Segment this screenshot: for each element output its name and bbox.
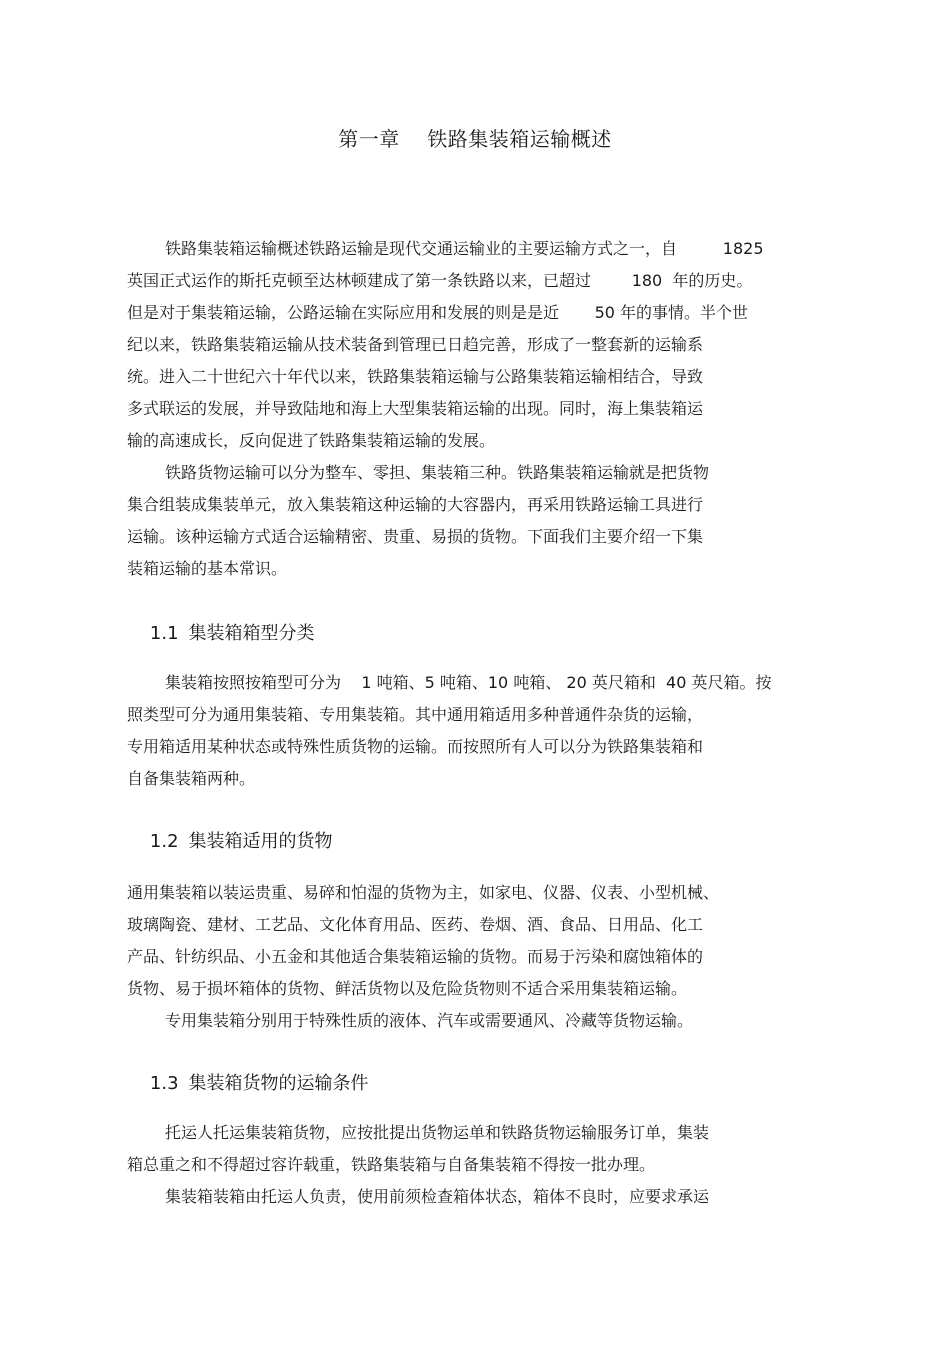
intro-p2-line: 装箱运输的基本常识。	[127, 559, 288, 578]
section-heading-1-1	[127, 595, 315, 673]
section-1-1-line: 自备集装箱两种。	[127, 769, 256, 788]
section-heading-1-2	[127, 803, 333, 881]
section-1-3-line: 箱总重之和不得超过容许载重，铁路集装箱与自备集装箱不得按一批办理。	[127, 1155, 656, 1174]
section-heading-1-3	[127, 1045, 369, 1123]
section-1-2-line: 通用集装箱以装运贵重、易碎和怕湿的货物为主，如家电、仪器、仪表、小型机械、	[127, 883, 720, 902]
intro-p1-line: 但是对于集装箱运输，公路运输在实际应用和发展的则是是近 50 年的事情。半个世	[127, 303, 749, 322]
section-1-1-line: 照类型可分为通用集装箱、专用集装箱。其中通用箱适用多种普通件杂货的运输，	[127, 705, 704, 724]
section-title: 集装箱货物的运输条件	[188, 1073, 369, 1094]
section-1-3-line: 集装箱装箱由托运人负责，使用前须检查箱体状态，箱体不良时，应要求承运	[165, 1187, 710, 1206]
section-1-2-line: 玻璃陶瓷、建材、工艺品、文化体育用品、医药、卷烟、酒、食品、日用品、化工	[127, 915, 704, 934]
section-number: 1.2	[149, 831, 179, 852]
intro-p1-line: 输的高速成长，反向促进了铁路集装箱运输的发展。	[127, 431, 496, 450]
intro-p1-line: 多式联运的发展，并导致陆地和海上大型集装箱运输的出现。同时，海上集装箱运	[127, 399, 704, 418]
section-1-2-line: 产品、针纺织品、小五金和其他适合集装箱运输的货物。而易于污染和腐蚀箱体的	[127, 947, 704, 966]
section-title: 集装箱箱型分类	[188, 623, 315, 644]
section-title: 集装箱适用的货物	[188, 831, 333, 852]
section-number: 1.3	[149, 1073, 179, 1094]
section-1-3-line: 托运人托运集装箱货物，应按批提出货物运单和铁路货物运输服务订单，集装	[165, 1123, 710, 1142]
section-1-2-line: 货物、易于损坏箱体的货物、鲜活货物以及危险货物则不适合采用集装箱运输。	[127, 979, 688, 998]
intro-p2-line: 运输。该种运输方式适合运输精密、贵重、易损的货物。下面我们主要介绍一下集	[127, 527, 704, 546]
section-number: 1.1	[149, 623, 179, 644]
intro-p2-line: 铁路货物运输可以分为整车、零担、集装箱三种。铁路集装箱运输就是把货物	[165, 463, 710, 482]
intro-p1-line: 铁路集装箱运输概述铁路运输是现代交通运输业的主要运输方式之一，自 1825	[165, 239, 764, 258]
intro-p1-line: 英国正式运作的斯托克顿至达林顿建成了第一条铁路以来，已超过 180 年的历史。	[127, 271, 753, 290]
intro-p1-line: 纪以来，铁路集装箱运输从技术装备到管理已日趋完善，形成了一整套新的运输系	[127, 335, 704, 354]
section-1-1-line: 集装箱按照按箱型可分为 1 吨箱、5 吨箱、10 吨箱、 20 英尺箱和 40 英尺箱。按	[165, 673, 772, 692]
section-1-2-line: 专用集装箱分别用于特殊性质的液体、汽车或需要通风、冷藏等货物运输。	[165, 1011, 694, 1030]
section-1-1-line: 专用箱适用某种状态或特殊性质货物的运输。而按照所有人可以分为铁路集装箱和	[127, 737, 704, 756]
chapter-title: 第一章 铁路集装箱运输概述	[338, 127, 612, 151]
intro-p2-line: 集合组装成集装单元，放入集装箱这种运输的大容器内，再采用铁路运输工具进行	[127, 495, 704, 514]
intro-p1-line: 统。进入二十世纪六十年代以来，铁路集装箱运输与公路集装箱运输相结合，导致	[127, 367, 704, 386]
